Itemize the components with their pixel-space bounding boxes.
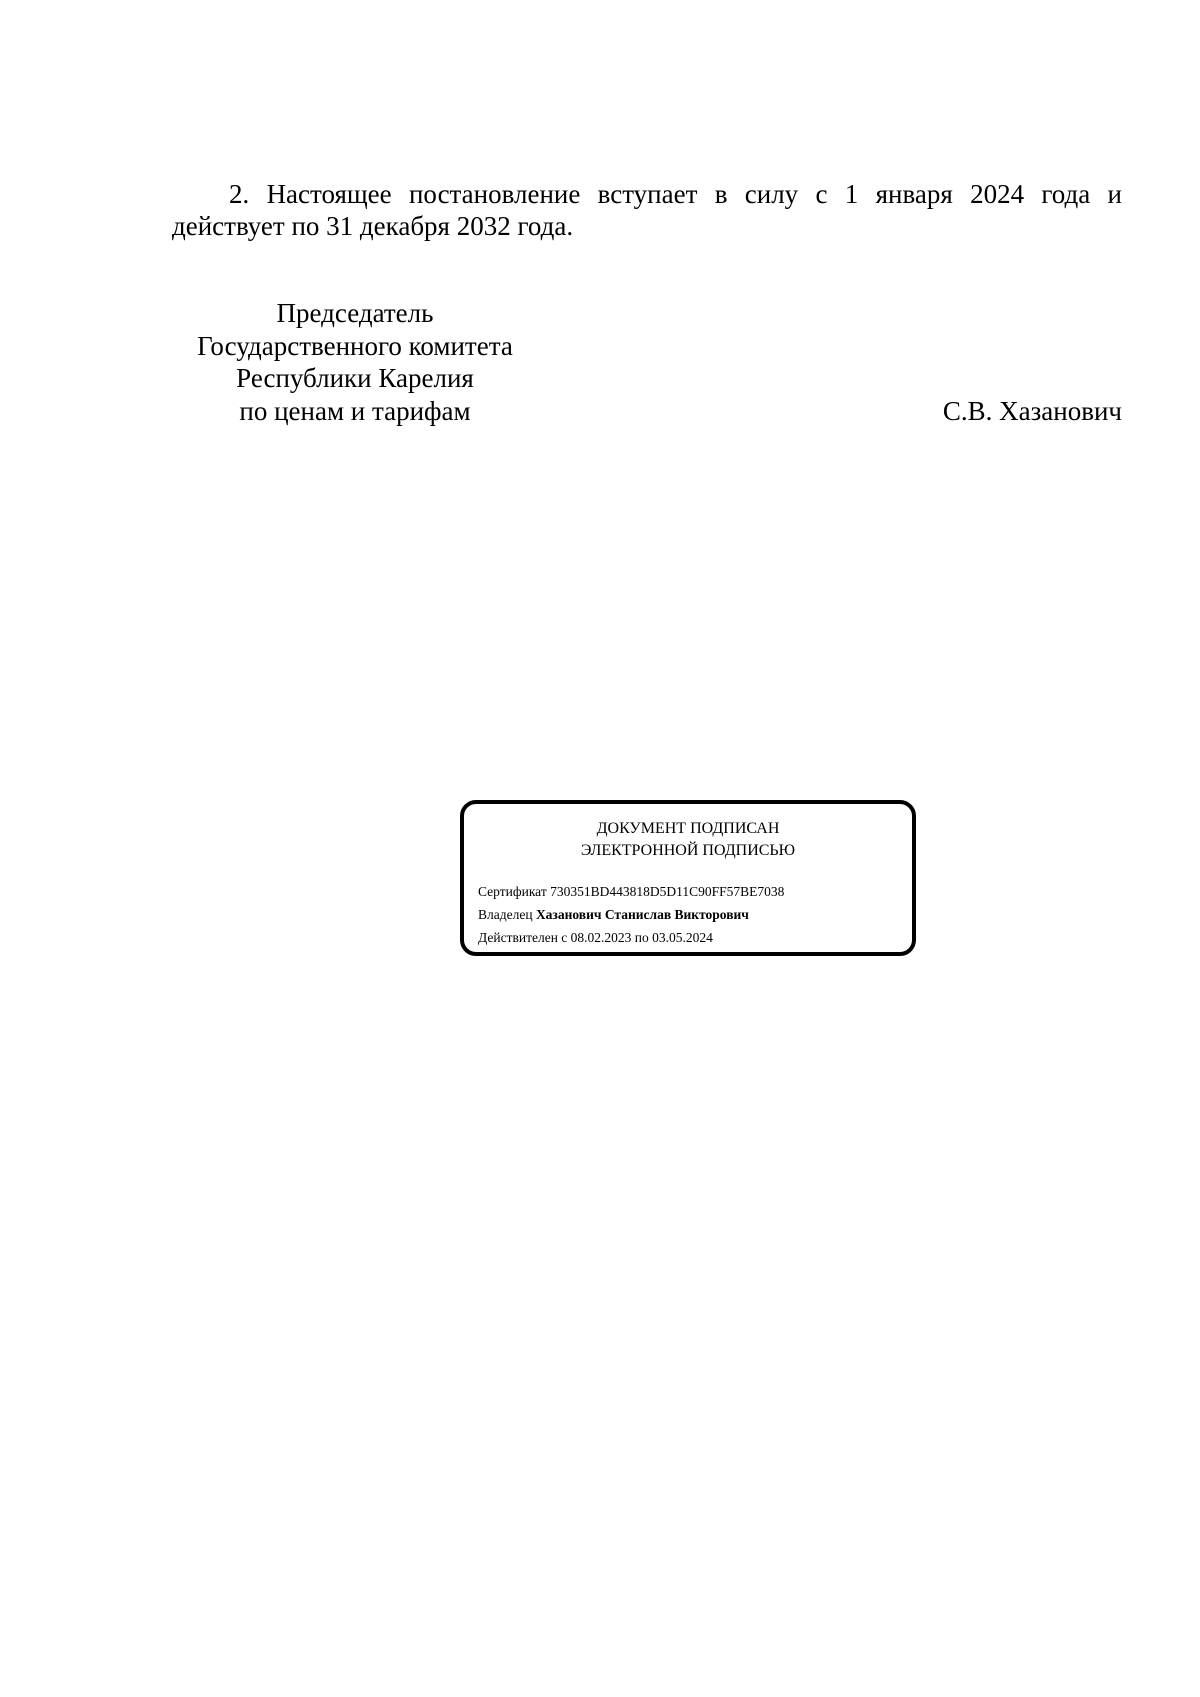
paragraph-line-1: 2. Настоящее постановление вступает в силу с 1 января 2024 года и — [229, 179, 1122, 209]
stamp-title-line-2: ЭЛЕКТРОННОЙ ПОДПИСЬЮ — [580, 842, 796, 859]
body-paragraph — [172, 178, 1122, 242]
valid-to: 03.05.2024 — [652, 930, 713, 945]
owner-label: Владелец — [478, 907, 533, 922]
valid-label: Действителен с — [478, 930, 568, 945]
certificate-value: 730351BD443818D5D11C90FF57BE7038 — [550, 884, 785, 899]
electronic-signature-stamp — [460, 800, 916, 956]
paragraph-line-2: действует по 31 декабря 2032 года. — [172, 211, 574, 241]
signatory-title — [180, 297, 530, 427]
valid-from: 08.02.2023 — [570, 930, 632, 945]
signatory-title-line: по ценам и тарифам — [239, 395, 471, 426]
stamp-title-line-1: ДОКУМЕНТ ПОДПИСАН — [596, 820, 780, 837]
stamp-details — [478, 880, 784, 949]
stamp-title — [464, 818, 912, 862]
stamp-certificate-row — [478, 880, 784, 903]
signatory-title-line: Республики Карелия — [236, 363, 474, 393]
stamp-owner-row — [478, 903, 784, 926]
signatory-title-line: Председатель — [276, 298, 434, 328]
signer-name: С.В. Хазанович — [942, 396, 1122, 426]
certificate-label: Сертификат — [478, 884, 547, 899]
stamp-validity-row — [478, 926, 784, 949]
signatory-title-line: Государственного комитета — [197, 330, 513, 361]
valid-to-label: по — [634, 930, 649, 945]
owner-value: Хазанович Станислав Викторович — [535, 907, 749, 922]
